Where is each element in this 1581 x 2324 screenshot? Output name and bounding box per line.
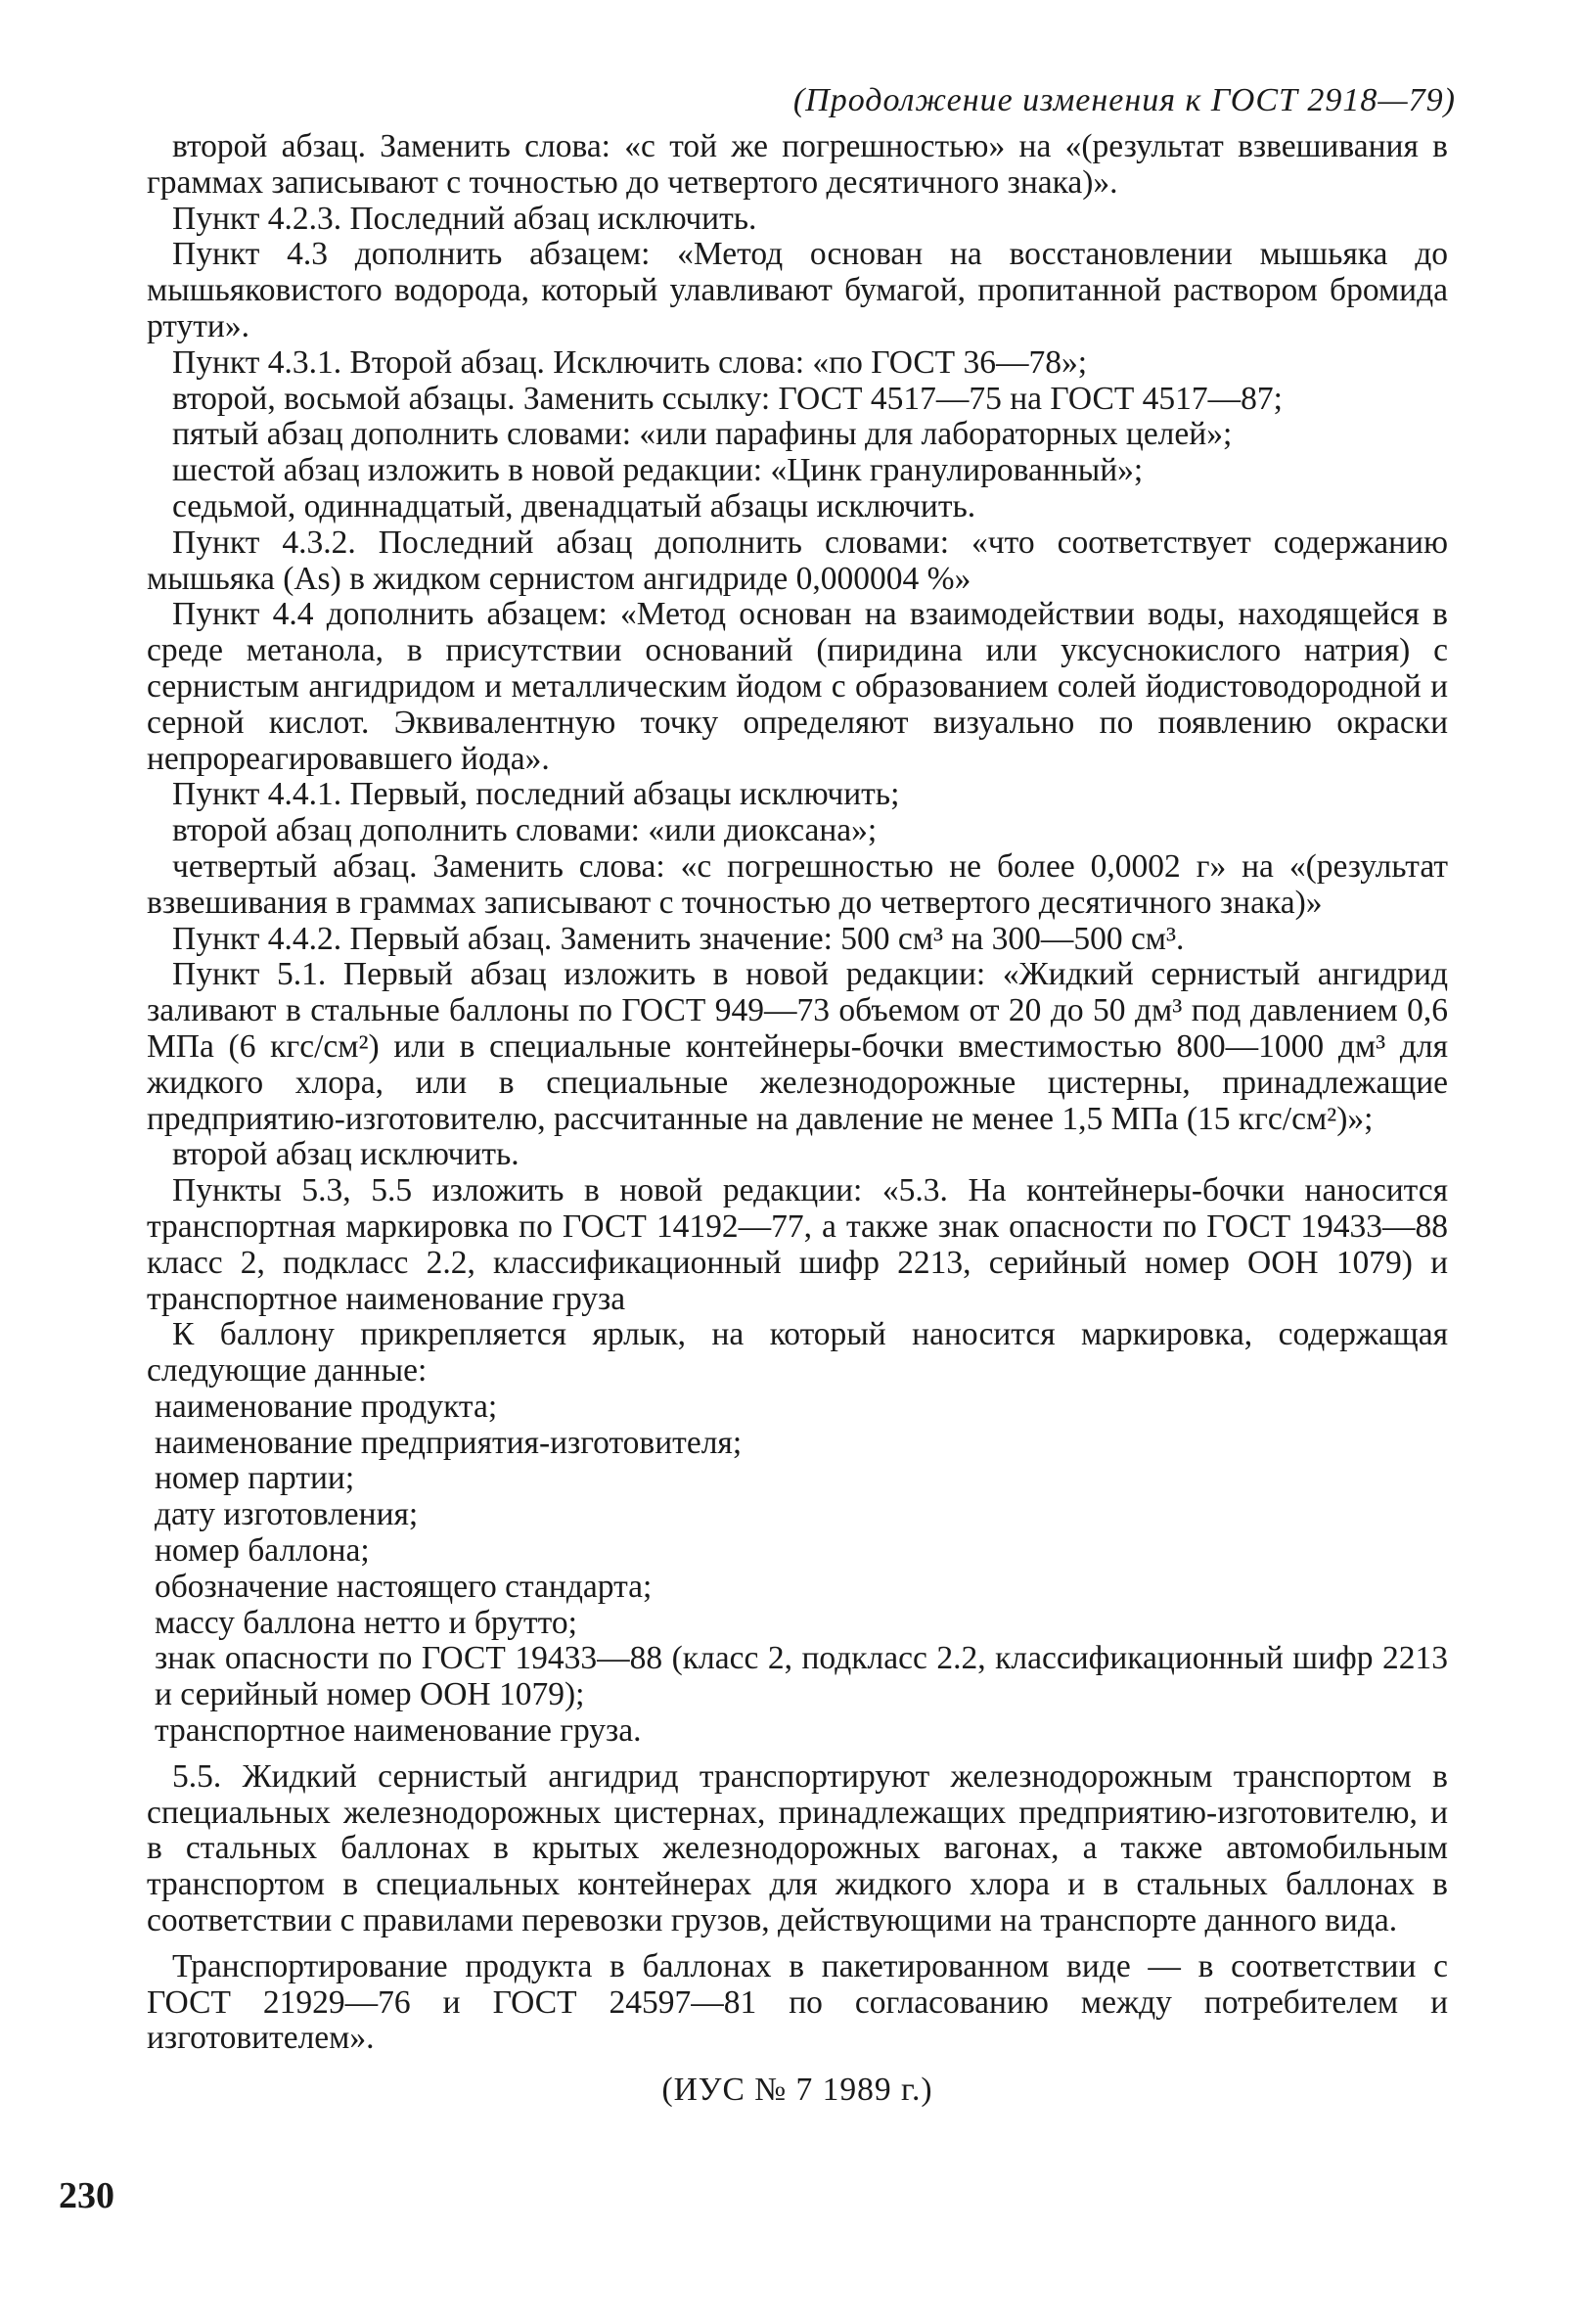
list-item: знак опасности по ГОСТ 19433—88 (класс 2, подкласс 2.2, классификационный шифр 2213 и серийный номер ООН 1079); [155,1640,1448,1713]
paragraph: седьмой, одиннадцатый, двенадцатый абзацы исключить. [172,487,976,524]
running-header: (Продолжение изменения к ГОСТ 2918—79) [792,82,1456,118]
paragraph: Пункт 4.4.1. Первый, последний абзацы исключить; [172,776,900,813]
paragraph: Пункт 4.4 дополнить абзацем: «Метод основан на взаимодействии воды, находящейся в среде метанола, в присутствии оснований (пиридина или уксуснокислого натрия) с сернистым ангидридом и металлическим йодом с образованием солей йодистоводородной и серной кислот. Эквивалентную точку определяют визуально по появлению окраски непрореагировавшего йода». [147,596,1448,777]
paragraph: второй абзац дополнить словами: «или диоксана»; [172,812,878,849]
source-reference: (ИУС № 7 1989 г.) [661,2072,933,2109]
paragraph: Пункт 4.3.1. Второй абзац. Исключить слова: «по ГОСТ 36—78»; [172,343,1088,381]
paragraph: Пункт 5.1. Первый абзац изложить в новой редакции: «Жидкий сернистый ангидрид заливают в стальные баллоны по ГОСТ 949—73 объемом от 20 до 50 дм³ под давлением 0,6 МПа (6 кгс/см²) или в специальные контейнеры-бочки вместимостью 800—1000 дм³ для жидкого хлора, или в специальные железнодорожные цистерны, принадлежащие предприятию-изготовителю, рассчитанные на давление не менее 1,5 МПа (15 кгс/см²)»; [147,956,1448,1137]
paragraph: Пункты 5.3, 5.5 изложить в новой редакции: «5.3. На контейнеры-бочки наносится транспортная маркировка по ГОСТ 14192—77, а также знак опасности по ГОСТ 19433—88 класс 2, подкласс 2.2, классификационный шифр 2213, серийный номер ООН 1079) и транспортное наименование груза [147,1172,1448,1317]
paragraph: второй абзац исключить. [172,1136,519,1173]
paragraph: шестой абзац изложить в новой редакции: «Цинк гранулированный»; [172,452,1144,489]
paragraph: Пункт 4.3 дополнить абзацем: «Метод основан на восстановлении мышьяка до мышьяковистого водорода, который улавливают бумагой, пропитанной раствором бромида ртути». [147,236,1448,344]
paragraph: Пункт 4.2.3. Последний абзац исключить. [172,200,757,237]
paragraph: пятый абзац дополнить словами: «или парафины для лабораторных целей»; [172,416,1233,453]
marking-list [147,1390,1448,1750]
list-item: наименование продукта; [155,1388,498,1425]
list-item: массу баллона нетто и брутто; [155,1604,577,1641]
list-item: дату изготовления; [155,1496,419,1533]
paragraph-transport: Транспортирование продукта в баллонах в пакетированном виде — в соответствии с ГОСТ 21929—76 и ГОСТ 24597—81 по согласованию между потребителем и изготовителем». [147,1947,1448,2057]
document-body [147,129,1448,2109]
paragraph: Пункт 4.4.2. Первый абзац. Заменить значение: 500 см³ на 300—500 см³. [172,920,1185,957]
list-item: наименование предприятия-изготовителя; [155,1424,743,1461]
paragraph: второй, восьмой абзацы. Заменить ссылку: ГОСТ 4517—75 на ГОСТ 4517—87; [172,380,1283,417]
paragraph: четвертый абзац. Заменить слова: «с погрешностью не более 0,0002 г» на «(результат взвешивания в граммах записывают с точностью до четвертого десятичного знака)» [147,847,1448,921]
paragraph: К баллону прикрепляется ярлык, на который наносится маркировка, содержащая следующие данные: [147,1316,1448,1390]
paragraph-5-5: 5.5. Жидкий сернистый ангидрид транспортируют железнодорожным транспортом в специальных железнодорожных цистернах, принадлежащих предприятию-изготовителю, и в стальных баллонах в крытых железнодорожных вагонах, а также автомобильным транспортом в специальных контейнерах для жидкого хлора и в стальных баллонах в соответствии с правилами перевозки грузов, действующими на транспорте данного вида. [147,1757,1448,1939]
list-item: номер баллона; [155,1532,370,1570]
list-item: транспортное наименование груза. [155,1712,642,1750]
list-item: обозначение настоящего стандарта; [155,1568,653,1605]
page-number: 230 [59,2175,114,2216]
paragraph: Пункт 4.3.2. Последний абзац дополнить словами: «что соответствует содержанию мышьяка (As) в жидком сернистом ангидриде 0,000004 %» [147,524,1448,597]
list-item: номер партии; [155,1460,355,1497]
paragraph: второй абзац. Заменить слова: «с той же погрешностью» на «(результат взвешивания в граммах записывают с точностью до четвертого десятичного знака)». [147,128,1448,201]
